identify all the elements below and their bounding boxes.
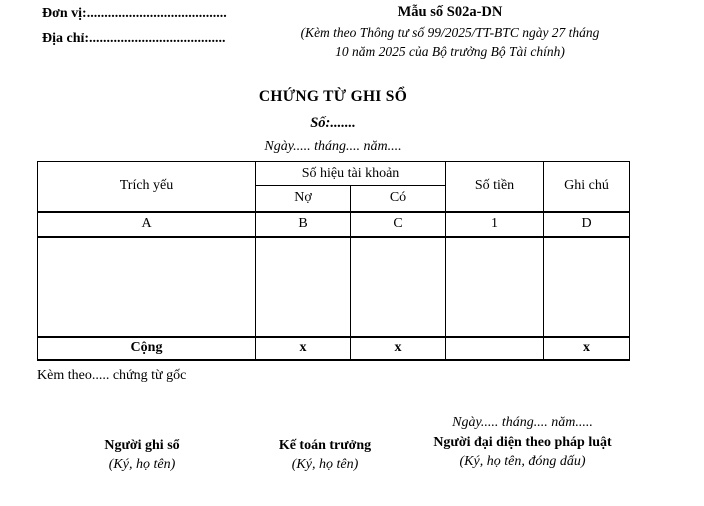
total-no: x — [256, 337, 351, 360]
header-trich-yeu: Trích yếu — [38, 162, 256, 212]
signature-representative-title: Người đại diện theo pháp luật — [433, 435, 612, 450]
form-note-line1: (Kèm theo Thông tư số 99/2025/TT-BTC ngày 27 tháng — [300, 25, 600, 40]
header-co: Có — [351, 186, 446, 212]
signature-accountant — [225, 437, 425, 473]
document-title-block — [37, 88, 629, 155]
signature-representative — [430, 415, 615, 470]
document-title: CHỨNG TỪ GHI SỔ — [258, 88, 408, 105]
company-info-block — [42, 6, 227, 56]
total-row — [38, 337, 630, 360]
entry-so-tien-cell — [446, 237, 544, 337]
code-cell-d: D — [544, 212, 630, 237]
total-so-tien — [446, 337, 544, 360]
total-ghi-chu: x — [544, 337, 630, 360]
entry-co-cell — [351, 237, 446, 337]
signature-accountant-subtitle: (Ký, họ tên) — [291, 457, 359, 472]
header-no: Nợ — [256, 186, 351, 212]
form-note — [270, 23, 630, 61]
signature-date-line: Ngày..... tháng.... năm..... — [452, 415, 593, 430]
code-cell-1: 1 — [446, 212, 544, 237]
total-co: x — [351, 337, 446, 360]
voucher-table — [37, 161, 630, 361]
signature-recorder-subtitle: (Ký, họ tên) — [108, 457, 176, 472]
form-code: Mẫu số S02a-DN — [397, 4, 503, 20]
address-line: Địa chỉ:....................................... — [42, 31, 226, 46]
table-header-row-1 — [38, 162, 630, 186]
entry-trich-yeu-cell — [38, 237, 256, 337]
header-ghi-chu: Ghi chú — [544, 162, 630, 212]
empty-entry-row — [38, 237, 630, 337]
document-date-line: Ngày..... tháng.... năm.... — [264, 139, 402, 154]
column-code-row — [38, 212, 630, 237]
attachment-note: Kèm theo..... chứng từ gốc — [37, 368, 187, 383]
document-number-line: Số:....... — [310, 115, 356, 131]
form-number-block — [270, 4, 630, 61]
signature-representative-subtitle: (Ký, họ tên, đóng dấu) — [459, 454, 586, 469]
signature-recorder — [42, 437, 242, 473]
entry-ghi-chu-cell — [544, 237, 630, 337]
header-so-hieu-tai-khoan: Số hiệu tài khoản — [256, 162, 446, 186]
unit-line: Đơn vị:........................................ — [42, 6, 227, 21]
header-so-tien: Số tiền — [446, 162, 544, 212]
code-cell-b: B — [256, 212, 351, 237]
form-note-line2: 10 năm 2025 của Bộ trưởng Bộ Tài chính) — [335, 44, 565, 59]
entry-no-cell — [256, 237, 351, 337]
signature-accountant-title: Kế toán trưởng — [278, 438, 372, 453]
signature-recorder-title: Người ghi sổ — [104, 438, 180, 453]
total-label: Cộng — [38, 337, 256, 360]
code-cell-a: A — [38, 212, 256, 237]
code-cell-c: C — [351, 212, 446, 237]
